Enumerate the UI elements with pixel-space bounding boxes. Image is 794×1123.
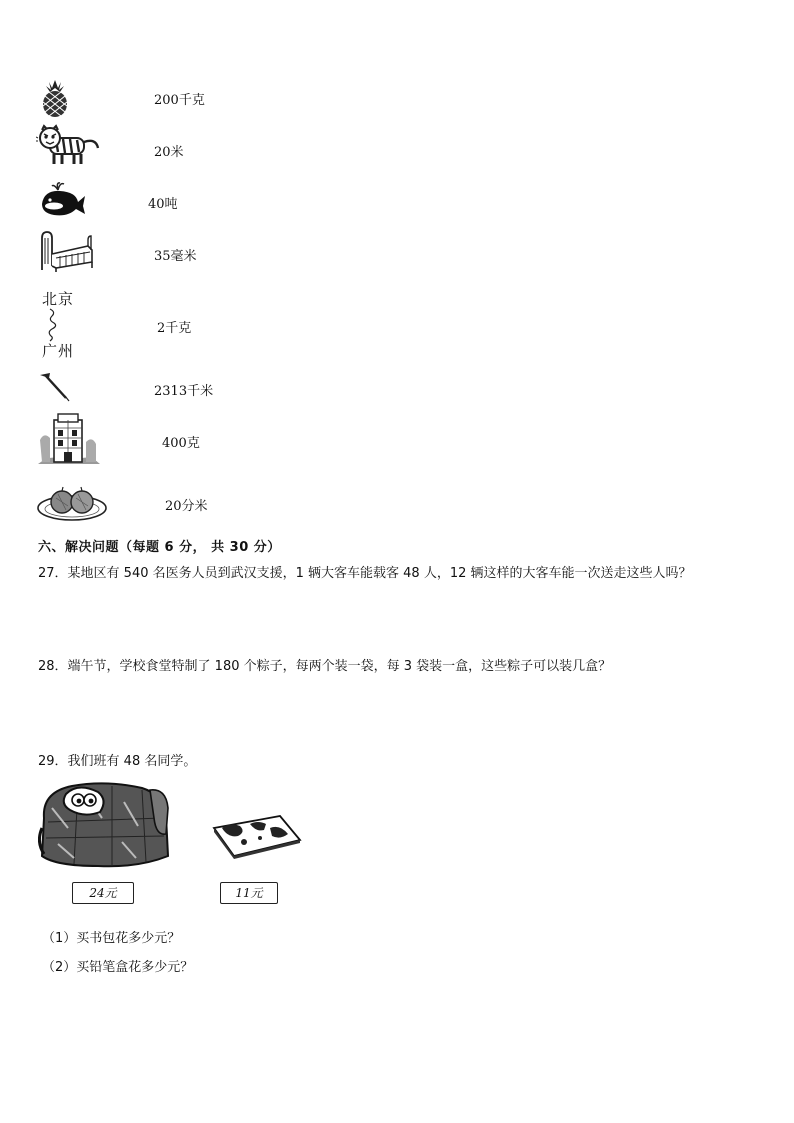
map-city-label: 北京 bbox=[42, 290, 75, 308]
question-29-part-1: （1）买书包花多少元？ bbox=[42, 931, 181, 946]
building-icon bbox=[38, 410, 100, 466]
question-29-part-2: （2）买铅笔盒花多少元？ bbox=[42, 960, 194, 975]
question-28: 28．端午节，学校食堂特制了 180 个粽子，每两个装一袋，每 3 袋装一盒，这些粽子可以装几盒？ bbox=[38, 659, 612, 674]
value-label: 2313千米 bbox=[154, 384, 214, 399]
value-label: 400克 bbox=[162, 436, 200, 451]
value-label: 200千克 bbox=[154, 93, 205, 108]
value-label: 20分米 bbox=[165, 499, 208, 514]
backpack-icon bbox=[38, 778, 172, 868]
value-label: 2千克 bbox=[157, 321, 192, 336]
fruit-plate-icon bbox=[36, 482, 108, 522]
bed-icon bbox=[38, 228, 94, 272]
map-city-label: 广州 bbox=[42, 342, 75, 360]
whale-icon bbox=[38, 180, 86, 218]
value-label: 40吨 bbox=[148, 197, 178, 212]
pencil-case-icon bbox=[210, 812, 302, 860]
route-map-icon bbox=[40, 288, 100, 360]
question-29: 29．我们班有 48 名同学。 bbox=[38, 754, 197, 769]
value-label: 35毫米 bbox=[154, 249, 197, 264]
tiger-icon bbox=[36, 124, 102, 166]
nail-icon bbox=[38, 372, 70, 402]
backpack-price-tag: 24元 bbox=[72, 882, 134, 904]
pencil-case-price-tag: 11元 bbox=[220, 882, 278, 904]
question-27: 27．某地区有 540 名医务人员到武汉支援，1 辆大客车能载客 48 人，12 辆这样的大客车能一次送走这些人吗？ bbox=[38, 566, 692, 581]
value-label: 20米 bbox=[154, 145, 184, 160]
section-heading: 六、解决问题（每题 6 分， 共 30 分） bbox=[38, 540, 281, 555]
pineapple-icon bbox=[38, 78, 72, 118]
